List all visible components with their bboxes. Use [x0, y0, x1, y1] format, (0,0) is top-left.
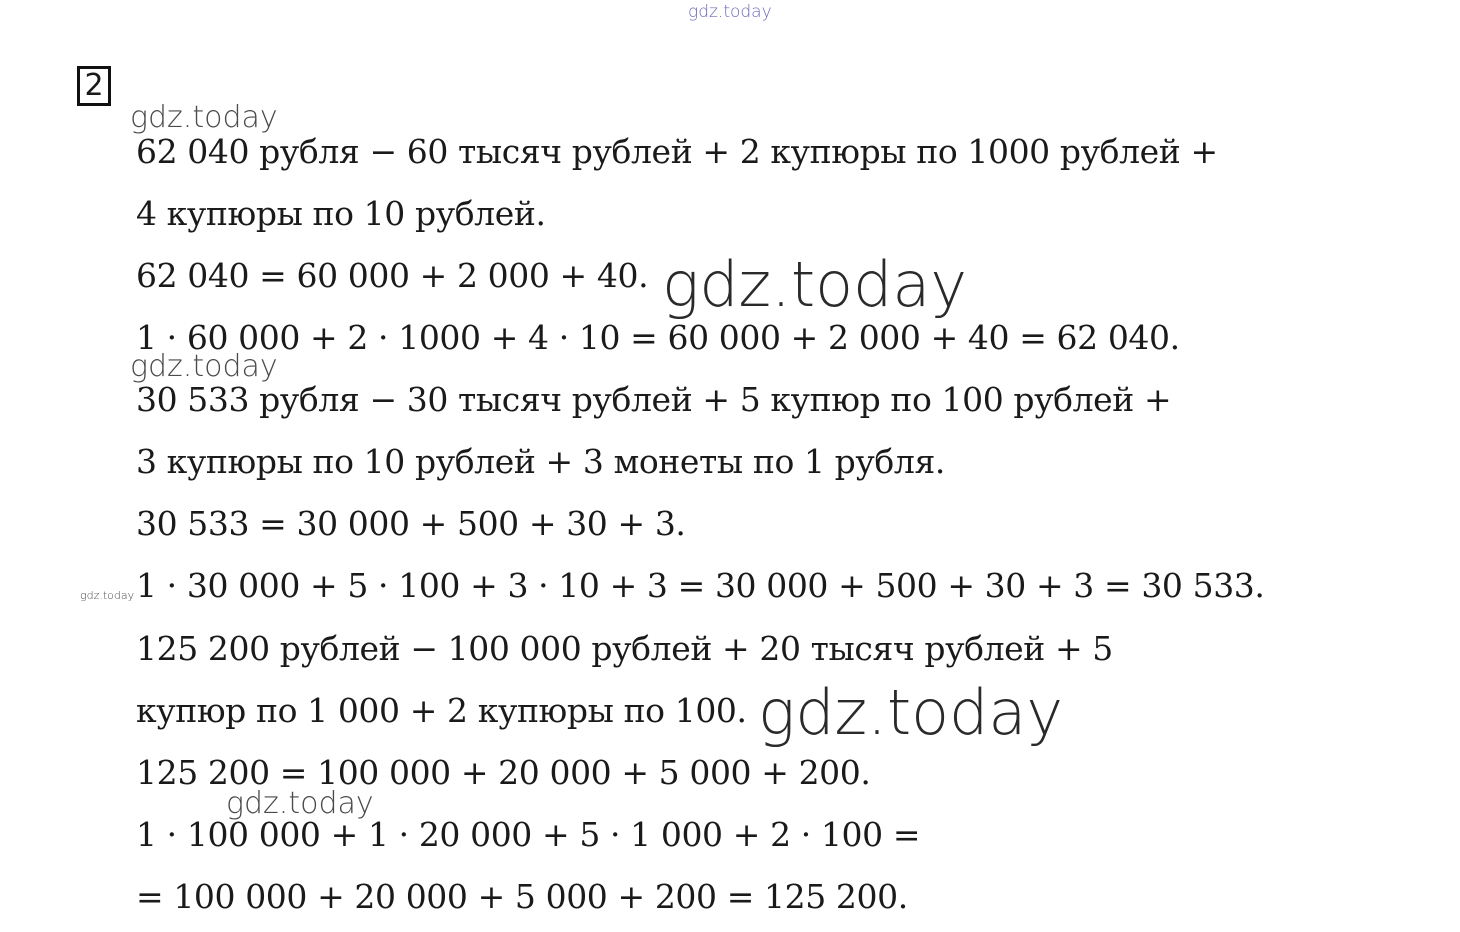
watermark-top: gdz.today — [688, 2, 772, 22]
solution-line-4: 1 · 60 000 + 2 · 1000 + 4 · 10 = 60 000 + 2 000 + 40 = 62 040. — [136, 318, 1180, 357]
solution-line-3: 62 040 = 60 000 + 2 000 + 40. — [136, 256, 649, 295]
solution-line-10: купюр по 1 000 + 2 купюры по 100. — [136, 691, 747, 730]
solution-line-13: = 100 000 + 20 000 + 5 000 + 200 = 125 200. — [136, 877, 908, 916]
solution-line-8: 1 · 30 000 + 5 · 100 + 3 · 10 + 3 = 30 000 + 500 + 30 + 3 = 30 533. — [136, 566, 1265, 605]
watermark-large: gdz.today — [662, 248, 968, 321]
watermark: gdz.today — [130, 349, 278, 384]
watermark: gdz.today — [130, 100, 278, 135]
watermark: gdz.today — [226, 786, 374, 821]
task-number-box: 2 — [77, 66, 111, 106]
solution-line-6: 3 купюры по 10 рублей + 3 монеты по 1 рубля. — [136, 442, 945, 481]
solution-line-9: 125 200 рублей − 100 000 рублей + 20 тысяч рублей + 5 — [136, 629, 1113, 668]
solution-line-11: 125 200 = 100 000 + 20 000 + 5 000 + 200. — [136, 753, 871, 792]
solution-line-5: 30 533 рубля − 30 тысяч рублей + 5 купюр по 100 рублей + — [136, 380, 1172, 419]
solution-line-12: 1 · 100 000 + 1 · 20 000 + 5 · 1 000 + 2 · 100 = — [136, 815, 921, 854]
solution-line-2: 4 купюры по 10 рублей. — [136, 194, 546, 233]
solution-line-7: 30 533 = 30 000 + 500 + 30 + 3. — [136, 504, 686, 543]
watermark-small: gdz.today — [80, 589, 135, 602]
watermark-large: gdz.today — [758, 676, 1064, 749]
solution-line-1: 62 040 рубля − 60 тысяч рублей + 2 купюры по 1000 рублей + — [136, 132, 1218, 171]
